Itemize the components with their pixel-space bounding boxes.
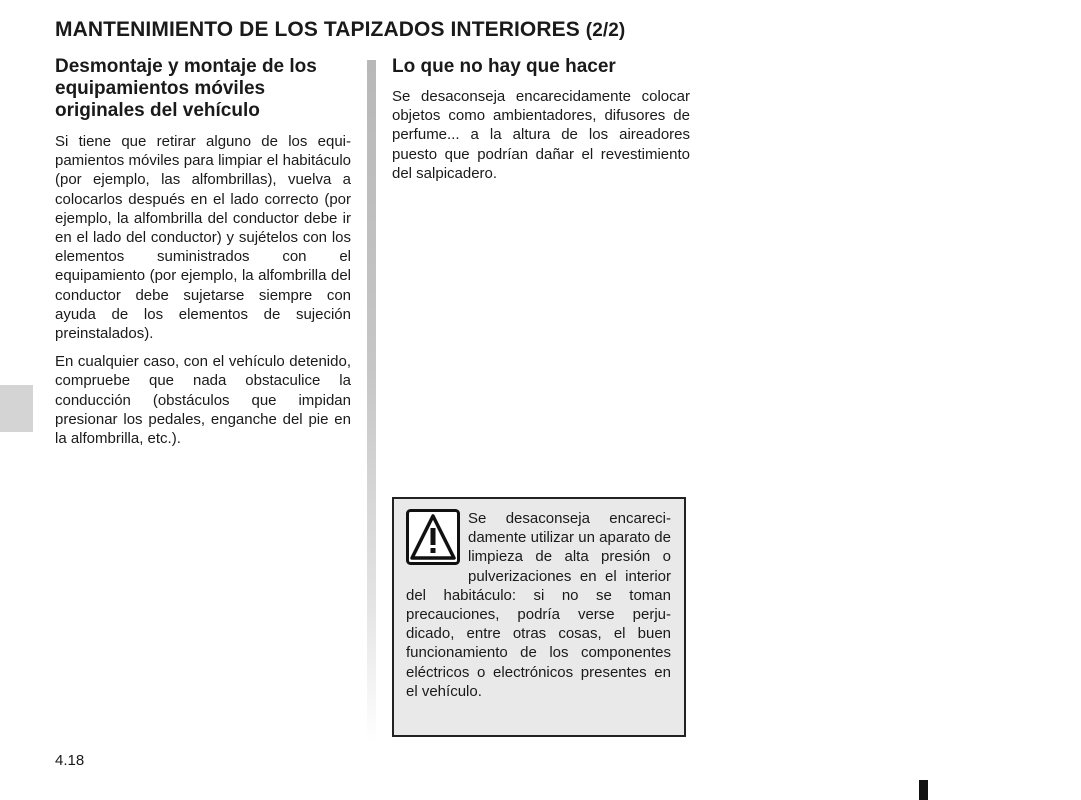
page-title-part: (2/2) — [585, 20, 626, 41]
left-column — [55, 56, 351, 457]
page-title — [55, 18, 625, 42]
chapter-tab — [0, 385, 33, 432]
warning-text: Se desaconseja encarecidamente utilizar un aparato de limpieza de alta presión o pulverizaciones en el interior del habitáculo: si no se toman precauciones, podría verse perjudicado, entre otras cosas, el buen funcionamiento de los componentes eléctricos o electrónicos presentes en el vehículo. — [406, 510, 671, 700]
column-divider — [367, 60, 376, 742]
paragraph-removal-2: En cualquier caso, con el vehículo detenido, compruebe que nada obstaculice la conducción (obstáculos que impidan presionar los pedales, enganche del pie en la alfombrilla, etc.). — [55, 353, 351, 448]
section-heading-donts: Lo que no hay que hacer — [392, 56, 616, 77]
warning-triangle-icon — [406, 509, 460, 565]
paragraph-donts: Se desaconseja encarecidamente colocar objetos como ambientadores, difusores de perfume... a la altura de los aireadores puesto que podrían dañar el revestimiento del salpicadero. — [392, 88, 690, 182]
paragraph-removal-1: Si tiene que retirar alguno de los equipamientos móviles para limpiar el habitáculo (por ejemplo, las alfombrillas), vuelva a colocarlos después en el lado correcto (por ejemplo, la alfombrilla del conductor debe ir en el lado del conductor) y sujételos con los elementos suministrados con el equipamiento (por ejemplo, la alfombrilla del conductor debe sujetarse siempre con ayuda de los elementos de sujeción preinstalados). — [55, 133, 351, 343]
page-title-text: MANTENIMIENTO DE LOS TAPIZADOS INTERIORES — [55, 18, 580, 41]
section-heading-removal: Desmontaje y montaje de los equipamientos móviles originales del vehículo — [55, 56, 317, 121]
right-column — [392, 56, 690, 192]
page-number: 4.18 — [55, 752, 85, 769]
corner-mark — [919, 780, 928, 800]
warning-box — [392, 497, 686, 737]
